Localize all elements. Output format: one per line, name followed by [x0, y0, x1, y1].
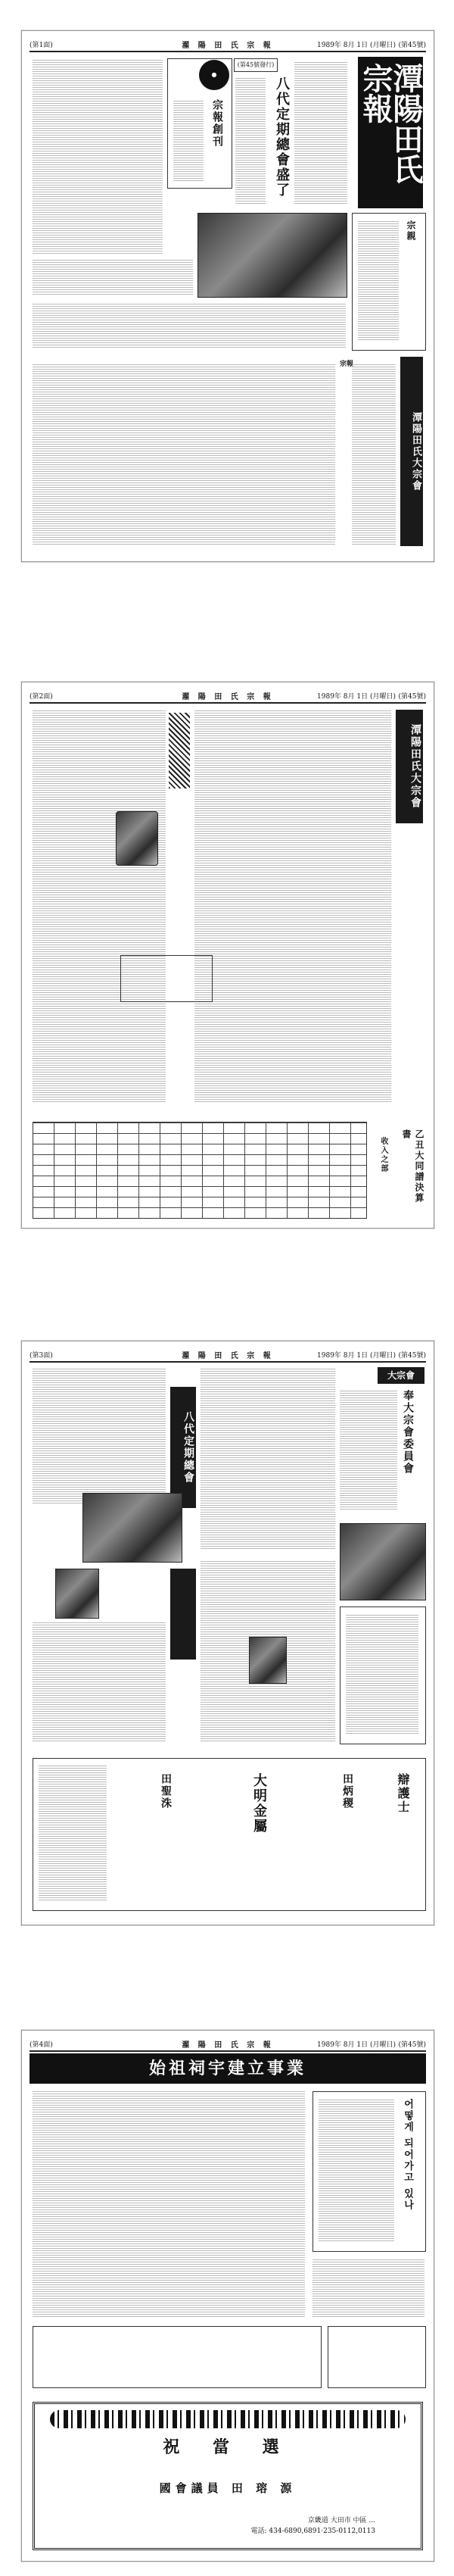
paper-title: 濯 陽 田 氏 宗 報: [182, 1352, 274, 1360]
article-text: [33, 304, 346, 349]
newspaper-page-4: [21, 2030, 434, 2562]
headline-b: 八代定期總會: [170, 1387, 196, 1508]
issue-label: (第45號發行): [234, 58, 278, 72]
meeting-photo: [197, 213, 347, 298]
association-label: 潭陽田氏大宗會: [400, 357, 423, 546]
notice-box: [33, 2326, 322, 2388]
article-text: [319, 2099, 394, 2243]
paper-title: 濯 陽 田 氏 宗 報: [182, 693, 274, 701]
issue-date: 1989年 8月 1日 (月曜日): [317, 42, 396, 49]
page-number: (第1面): [30, 42, 53, 49]
main-headline: 八代定期總會盛了: [274, 76, 290, 198]
article-text: [33, 258, 193, 296]
notice-box: [120, 955, 213, 1002]
ad-company: 大明金屬: [251, 1773, 267, 1834]
article-text: [33, 364, 335, 546]
association-banner: 潭陽田氏大宗會: [396, 710, 423, 823]
issue-number: (第45號): [398, 1352, 426, 1360]
article-text: [294, 61, 347, 205]
issue-number: (第45號): [398, 42, 426, 49]
page-header: [30, 2037, 426, 2052]
ad-address: 京畿道 大田市 中區 ...: [307, 2517, 375, 2524]
event-photo: [82, 1493, 182, 1563]
issue-date: 1989年 8月 1日 (月曜日): [317, 2041, 396, 2049]
notice-box-right: [328, 2326, 426, 2388]
article-text: [33, 1369, 166, 1505]
article-text: [346, 1614, 418, 1735]
page-header: [30, 37, 426, 52]
ad-left-name: 田聖洙: [160, 1773, 172, 1809]
headline-a: 奉大宗會委員會: [402, 1390, 414, 1475]
article-text: [313, 2258, 424, 2318]
decorative-border: [50, 2410, 406, 2428]
ad-text: [39, 1766, 107, 1902]
page-number: (第2面): [30, 693, 53, 701]
feature-banner: [170, 1569, 196, 1660]
speaker-photo: [340, 1523, 426, 1600]
portrait-photo: [249, 1637, 287, 1684]
issue-number: (第45號): [398, 2041, 426, 2049]
article-text: [201, 1369, 335, 1550]
masthead: 潭陽田氏宗報: [358, 57, 423, 208]
portrait-photo: [116, 811, 158, 866]
financial-table: [33, 1122, 367, 1219]
article-text: [194, 710, 391, 1104]
section-badge: 宗報: [340, 361, 354, 368]
left-headline: 宗報創刊: [211, 99, 223, 148]
ad-title: 辯護士: [396, 1773, 410, 1814]
article-text: [173, 99, 204, 183]
issue-number: (第45號): [398, 693, 426, 701]
page-header: [30, 688, 426, 704]
article-text: [352, 364, 396, 546]
page-number: (第4面): [30, 2041, 53, 2049]
article-text: [33, 58, 163, 255]
congratulations-ad: [33, 2402, 423, 2550]
ad-phone: 電話: 434-6890,6891·235-0112,0113: [250, 2528, 375, 2535]
section-title: 大宗會: [378, 1367, 424, 1384]
main-banner: 始祖祠宇建立事業: [30, 2053, 426, 2084]
page-header: [30, 1347, 426, 1363]
paper-title: 濯 陽 田 氏 宗 報: [182, 42, 274, 50]
article-text: [33, 2091, 305, 2318]
article-text: [33, 710, 166, 1104]
ad-name: 田炳稷: [341, 1773, 353, 1809]
issue-date: 1989年 8月 1日 (月曜日): [317, 693, 396, 701]
table-label: 收入之部: [379, 1137, 387, 1173]
article-text: [33, 1622, 166, 1743]
sidebar-headline: 어떻게 되어가고 있나: [402, 2099, 413, 2212]
sidebar-headline: 宗親: [406, 220, 416, 242]
paper-title: 濯 陽 田 氏 宗 報: [182, 2041, 274, 2050]
decorative-border: [169, 713, 190, 788]
table-title: 乙丑大同譜決算書: [401, 1129, 424, 1204]
newspaper-page-1: [21, 30, 434, 562]
newspaper-page-2: [21, 682, 434, 1229]
issue-date: 1989年 8月 1日 (月曜日): [317, 1352, 396, 1360]
portrait-photo: [55, 1569, 99, 1619]
ad-subtitle: 國會議員 田 瑢 源: [159, 2481, 297, 2495]
article-text: [235, 76, 266, 205]
newspaper-page-3: [21, 1341, 434, 1925]
article-text: [358, 220, 399, 342]
page-number: (第3面): [30, 1352, 53, 1360]
article-text: [340, 1390, 397, 1511]
ad-headline: 祝 當 選: [163, 2437, 293, 2457]
emblem-icon: ●: [199, 60, 229, 90]
